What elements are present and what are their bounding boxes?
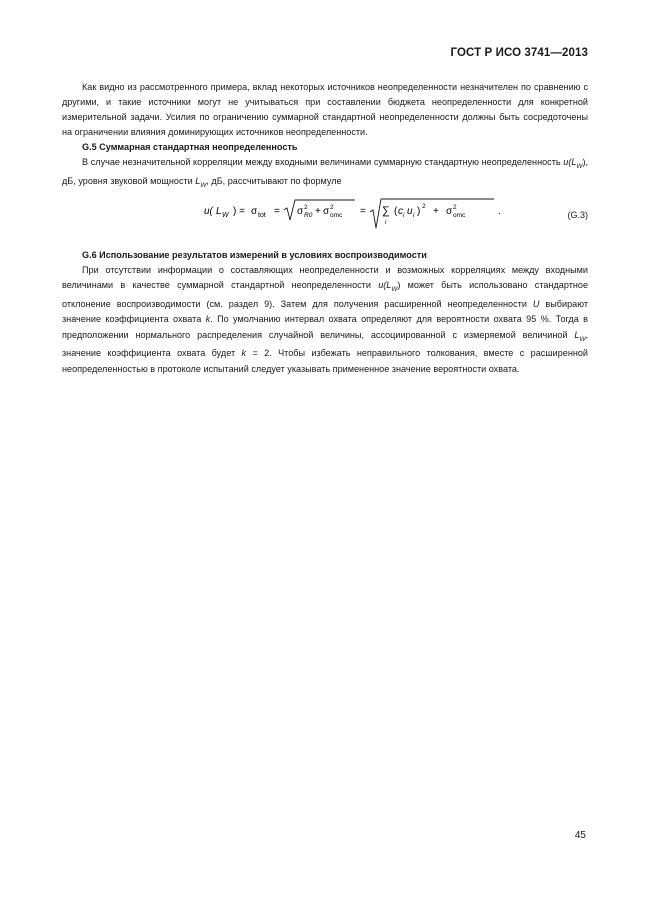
formula-number: (G.3) [567, 210, 588, 221]
section-title-g5: G.5 Суммарная стандартная неопределенность [82, 142, 298, 153]
formula-paren-open: ( [394, 206, 398, 218]
text-segment: ), дБ, уровня звуковой мощности [62, 157, 588, 187]
text-segment: . По умолчанию интервал охвата определяют для вероятности охвата 95 %. Тогда в предположении нормального распределения случайной величины, ассоциированной с измеряемой величиной [62, 314, 588, 340]
page-number: 45 [574, 830, 586, 841]
formula-W: W [222, 212, 229, 220]
formula-lhs-close: ) = [233, 206, 245, 218]
formula-sum: ∑ [382, 205, 390, 218]
formula-sigma-tot: σ [251, 206, 258, 218]
symbol-subscript: W [579, 335, 586, 343]
symbol-subscript: W [200, 182, 207, 190]
symbol-k: k [205, 314, 211, 325]
text-segment: В случае незначительной корреляции между входными величинами суммарную стандартную неопределенность [82, 157, 564, 168]
formula-sigma-r0: σ [297, 206, 304, 218]
formula-c-index: i [403, 212, 405, 220]
formula-r0: R0 [304, 212, 313, 220]
text-segment: , значение коэффициента охвата будет [62, 329, 588, 359]
text-segment: При отсутствии информации о составляющих неопределенности и возможных корреляциях между входными величинами в качестве суммарной стандартной неопределенности [62, 265, 588, 291]
symbol-u: u(L [378, 280, 392, 291]
formula-u-sym: u [407, 206, 413, 218]
text-segment: выбирают значение коэффициента охвата [62, 299, 588, 325]
formula-c: c [398, 206, 403, 218]
symbol-U: U [532, 299, 540, 310]
formula-sq1: 2 [304, 204, 308, 212]
formula-sum-index: i [385, 220, 387, 227]
formula-sq3: 2 [422, 203, 426, 211]
formula-u-index: i [413, 212, 415, 220]
symbol-subscript: W [576, 163, 583, 171]
symbol-L: L [195, 176, 201, 187]
formula-g3 [62, 198, 588, 240]
formula-sq4: 2 [453, 204, 457, 212]
formula-paren-close: ) [417, 206, 421, 218]
symbol-L: L [574, 329, 580, 340]
symbol-u: u(L [563, 157, 577, 168]
text-segment: = 2. Чтобы избежать неправильного толкования, вместе с расширенной неопределенностью в протоколе испытаний следует указывать примененное значение вероятности охвата. [62, 348, 588, 374]
symbol-subscript: W [391, 286, 398, 294]
formula-expression [204, 198, 524, 238]
paragraph-intro: Как видно из рассмотренного примера, вклад некоторых источников неопределенности незначителен по сравнению с другими, и такие источники могут не учитываться при составлении бюджета неопределенности для конкретной измерительной задачи. Усилия по ограничению суммарной стандартной неопределенности должны быть сосредоточены на ограничении влияния доминирующих источников неопределенности. [62, 82, 588, 138]
body-text [62, 80, 588, 377]
section-title-g6: G.6 Использование результатов измерений в условиях воспроизводимости [82, 250, 427, 261]
formula-eq1: = [274, 206, 280, 218]
formula-plus1: + [315, 206, 321, 218]
formula-sigma-omc: σ [323, 206, 330, 218]
formula-tot: tot [258, 212, 266, 220]
document-header-code: ГОСТ Р ИСО 3741—2013 [450, 47, 588, 59]
formula-plus2: + [433, 206, 439, 218]
paragraph-g5 [62, 155, 588, 193]
formula-omc: omc [330, 212, 343, 220]
text-segment: ) может быть использовано стандартное отклонение воспроизводимости (см. раздел 9). Затем для получения расширенной неопределенности [62, 280, 589, 310]
formula-dot: . [498, 206, 501, 218]
paragraph-g6 [62, 263, 588, 376]
symbol-k: k [241, 348, 247, 359]
formula-sigma-omc2: σ [446, 206, 453, 218]
formula-sq2: 2 [330, 204, 334, 212]
text-segment: , дБ, рассчитывают по формуле [206, 176, 342, 187]
formula-u: u( [204, 206, 213, 218]
formula-eq2: = [360, 206, 366, 218]
formula-omc2: omc [453, 212, 466, 220]
formula-L: L [216, 206, 222, 218]
